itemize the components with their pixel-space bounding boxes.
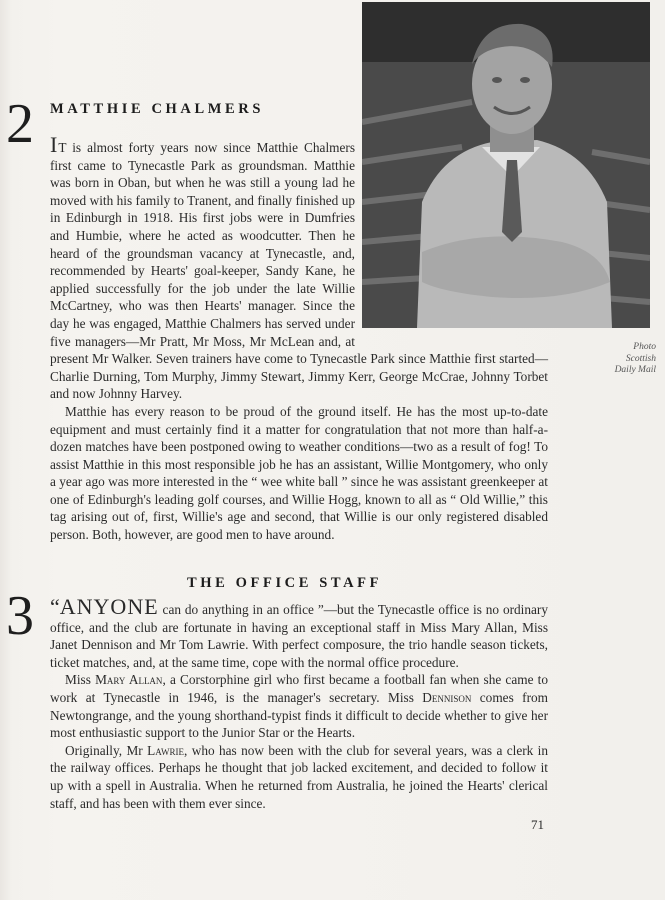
paragraph-text: T is almost forty years now since Matthie Chalmers first came to Tynecastle Park as groundsman. Matthie was born in Oban, but when he was still a young lad he moved with his family to Tranent, and finally finished up in Edinburgh in 1918. His first jobs were in Dumfries and Humbie, where he acted as woodcutter. Then he heard of the groundsman vacancy at Tynecastle, and, recommended by Hearts' goal-keeper, Sandy Kane, he applied successfully for the job under the late Willie McCartney, who was then Hearts' manager. Since the day he was engaged, Matthie Chalmers has served under five managers—Mr Pratt, Mr Moss, Mr McLean and, at present Mr Walker. Seven trainers have come to Tynecastle Park since Matthie first started—Charlie Durning, Tom Murphy, Jimmy Stewart, Jimmy Kerr, George McCrae, Johnny Torbet and now Johnny Harvey. xyxy=(50,140,548,402)
person-name: Lawrie xyxy=(147,742,185,758)
person-name: Mary Allan xyxy=(95,672,163,688)
paragraph xyxy=(50,742,548,812)
text-run: Originally, Mr xyxy=(65,742,148,758)
section-heading: THE OFFICE STAFF xyxy=(187,575,383,591)
photo-credit-line: Daily Mail xyxy=(614,365,656,375)
text-run: , a Corstorphine girl who first became a football fan when she came to work at Tynecastle in 1946, is the manager's secretary. Miss xyxy=(50,672,548,705)
paragraph xyxy=(50,671,548,741)
text-run: comes from Newtongrange, and the young shorthand-typist finds it difficult to decide whether to give her most enthusiastic support to the Junior Star or the Hearts. xyxy=(50,689,548,741)
paragraph: Matthie has every reason to be proud of the ground itself. He has the most up-to-date equipment and must certainly find it a matter for congratulation that not more than half-a-dozen matches have been postponed owing to weather conditions—two as a result of fog! To assist Matthie in this most responsible job he has an assistant, Willie Montgomery, who only a year ago was more interested in the “ wee white ball ” since he was assistant greenkeeper at one of Edinburgh's leading golf courses, and Willie Hogg, known to all as “ Old Willie,” this tag arising out of, first, Willie's age and second, that Willie is our only registered disabled person. Both, however, are good men to have around. xyxy=(50,403,548,543)
section-number: 3 xyxy=(6,585,34,647)
section-heading: MATTHIE CHALMERS xyxy=(50,101,265,117)
photo-credit-line: Scottish xyxy=(625,353,656,364)
photo-spacer xyxy=(355,136,548,343)
drop-word: ANYONE xyxy=(59,594,159,619)
section-body xyxy=(50,594,549,812)
text-run: , who has now been with the club for several years, was a clerk in the railway offices. Perhaps he thought that job lacked excitement, and decided to follow it up with a spell in Australia. When he returned from Australia, he joined the Hearts' clerical staff, and has been with them ever since. xyxy=(50,742,549,811)
photo-credit xyxy=(596,342,656,377)
section-body xyxy=(50,132,548,544)
person-name: Dennison xyxy=(422,689,472,705)
section-number: 2 xyxy=(6,93,34,155)
paragraph-text: can do anything in an office ”—but the Tynecastle office is no ordinary office, and the club are fortunate in having an exceptional staff in Miss Mary Allan, Miss Janet Dennison and Mr Tom Lawrie. With perfect composure, the trio handle season tickets, ticket matches, and, at the same time, cope with the normal office procedure. xyxy=(50,602,548,670)
open-quote: “ xyxy=(50,594,60,619)
photo-credit-line: Photo xyxy=(633,342,656,352)
text-run: Miss xyxy=(65,672,96,688)
paragraph xyxy=(50,594,548,671)
page-number: 71 xyxy=(531,817,544,832)
drop-cap: I xyxy=(50,132,59,157)
